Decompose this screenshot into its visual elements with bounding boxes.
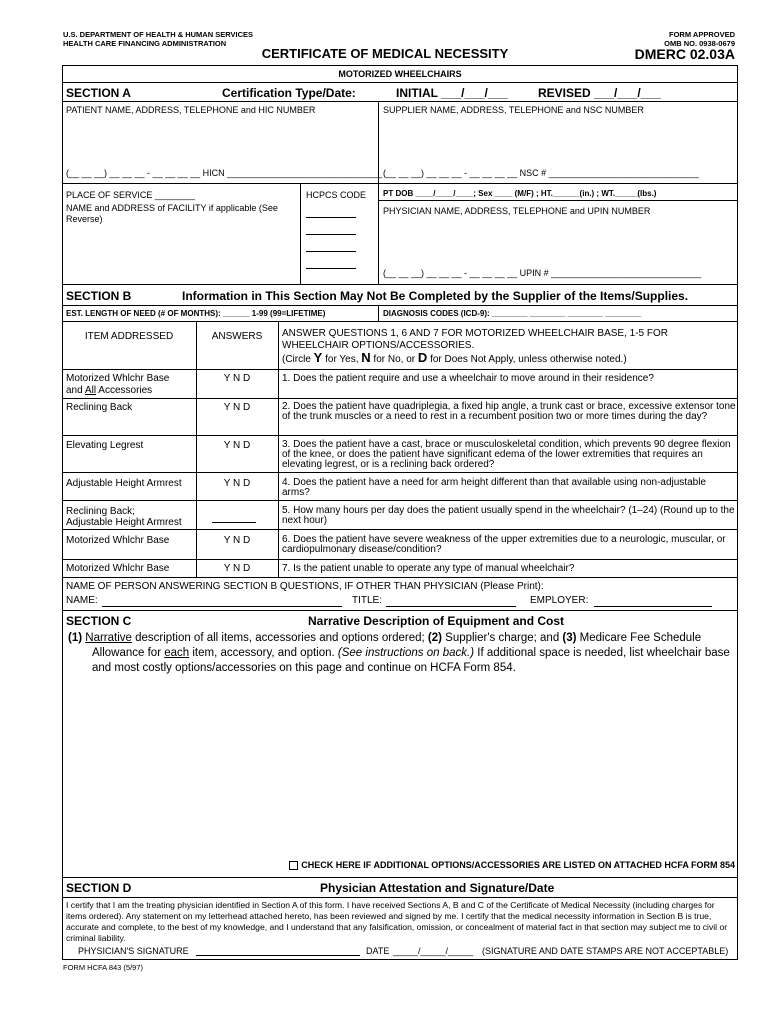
signature-field[interactable]	[196, 955, 360, 956]
row-5-hours-field[interactable]	[212, 522, 256, 523]
section-d-title: Physician Attestation and Signature/Date	[320, 881, 555, 895]
form-approved: FORM APPROVED	[669, 30, 735, 39]
form-code: DMERC 02.03A	[634, 46, 735, 62]
row-7-question: 7. Is the patient unable to operate any type of manual wheelchair?	[282, 563, 575, 574]
length-of-need[interactable]: EST. LENGTH OF NEED (# OF MONTHS): ______ 1-99 (99=LIFETIME)	[66, 309, 326, 318]
section-b-label: SECTION B	[66, 289, 132, 303]
employer-label: EMPLOYER:	[530, 595, 589, 606]
stamps-note: (SIGNATURE AND DATE STAMPS ARE NOT ACCEPTABLE)	[482, 946, 729, 956]
name-label: NAME:	[66, 595, 98, 606]
row-1-question: 1. Does the patient require and use a wheelchair to move around in their residence?	[282, 373, 654, 384]
instructions-line-2: WHEELCHAIR OPTIONS/ACCESSORIES.	[282, 340, 475, 351]
col-item-addressed: ITEM ADDRESSED	[84, 331, 174, 342]
name-field[interactable]	[102, 606, 342, 607]
supplier-label: SUPPLIER NAME, ADDRESS, TELEPHONE and NSC NUMBER	[383, 105, 644, 115]
patient-phone-hicn[interactable]: (__ __ __) __ __ __ - __ __ __ __ HICN _______________________________	[66, 168, 383, 178]
title-label: TITLE:	[352, 595, 383, 606]
row-1-item: Motorized Whlchr Base and All Accessories	[66, 373, 170, 396]
row-4-answer[interactable]: Y N D	[223, 478, 251, 489]
employer-field[interactable]	[594, 606, 712, 607]
section-a-label: SECTION A	[66, 86, 131, 100]
person-answering-label: NAME OF PERSON ANSWERING SECTION B QUESTIONS, IF OTHER THAN PHYSICIAN (Please Print):	[66, 581, 544, 592]
form-subtitle: MOTORIZED WHEELCHAIRS	[338, 69, 462, 79]
supplier-info-field[interactable]	[380, 120, 736, 164]
facility-label: NAME and ADDRESS of FACILITY if applicable (See Reverse)	[66, 203, 278, 224]
row-2-answer[interactable]: Y N D	[223, 402, 251, 413]
date-label: DATE	[366, 946, 390, 956]
hcpcs-code-2[interactable]	[306, 234, 356, 235]
patient-info-field[interactable]	[63, 120, 377, 164]
col-answers: ANSWERS	[211, 331, 263, 342]
patient-label: PATIENT NAME, ADDRESS, TELEPHONE and HIC NUMBER	[66, 105, 316, 115]
hcpcs-code-4[interactable]	[306, 268, 356, 269]
revised-date-field[interactable]: REVISED ___/___/___	[538, 86, 661, 100]
row-7-item: Motorized Whlchr Base	[66, 563, 170, 574]
form-number: FORM HCFA 843 (5/97)	[63, 963, 144, 972]
row-5-item: Reclining Back; Adjustable Height Armrest	[66, 506, 182, 528]
date-field[interactable]: _____/_____/_____	[393, 946, 474, 956]
attestation-text: I certify that I am the treating physician identified in Section A of this form. I have received Sections A, B and C of the Certificate of Medical Necessity (including charges for items ordered). Any statement on my letterhead attached hereto, has been reviewed and signed by me. I certify that the medical necessity information in Section B is true, accurate and complete, to the best of my knowledge, and I understand that any falsification, omission, or concealment of material fact in that section may subject me to civil or criminal liability.	[66, 900, 728, 943]
narrative-description-field[interactable]	[64, 680, 736, 856]
title-field[interactable]	[386, 606, 516, 607]
omb-number: OMB NO. 0938-0679	[664, 39, 735, 48]
form-title: CERTIFICATE OF MEDICAL NECESSITY	[261, 46, 509, 61]
signature-label: PHYSICIAN'S SIGNATURE	[78, 946, 189, 956]
instructions-line-1: ANSWER QUESTIONS 1, 6 AND 7 FOR MOTORIZED WHEELCHAIR BASE, 1-5 FOR	[282, 328, 668, 339]
checkbox-icon[interactable]	[289, 861, 298, 870]
hcpcs-code-1[interactable]	[306, 217, 356, 218]
cert-type-label: Certification Type/Date:	[222, 86, 356, 100]
hcpcs-label: HCPCS CODE	[306, 190, 367, 200]
agency-line-2: HEALTH CARE FINANCING ADMINISTRATION	[63, 39, 227, 48]
row-2-item: Reclining Back	[66, 402, 133, 413]
section-d-label: SECTION D	[66, 881, 132, 895]
row-3-item: Elevating Legrest	[66, 440, 144, 451]
row-3-answer[interactable]: Y N D	[223, 440, 251, 451]
row-3-question: 3. Does the patient have a cast, brace or musculoskeletal condition, which prevents 90 degree flexion of the knee, or does the patient have significant edema of the lower extremities that requires an elevating legrest, or is a reclining back ordered?	[282, 439, 731, 470]
pt-dob-line[interactable]: PT DOB ____/____/____; Sex ____ (M/F) ; HT.______(in.) ; WT._____(lbs.)	[383, 189, 657, 198]
hcfa-854-checkbox-row[interactable]: CHECK HERE IF ADDITIONAL OPTIONS/ACCESSORIES ARE LISTED ON ATTACHED HCFA FORM 854	[289, 860, 735, 870]
physician-phone-upin[interactable]: (__ __ __) __ __ __ - __ __ __ __ UPIN # ______________________________	[383, 268, 702, 278]
row-6-question: 6. Does the patient have severe weakness of the upper extremities due to a neurologic, muscular, or cardiopulmonary disease/condition?	[282, 534, 726, 555]
row-2-question: 2. Does the patient have quadriplegia, a fixed hip angle, a trunk cast or brace, excessive extensor tone of the trunk muscles or a need to rest in a recumbent position two or more times during the day?	[282, 401, 736, 422]
section-b-title: Information in This Section May Not Be Completed by the Supplier of the Items/Supplies.	[182, 289, 689, 303]
place-of-service[interactable]: PLACE OF SERVICE ________	[66, 190, 195, 200]
row-4-item: Adjustable Height Armrest	[66, 478, 182, 489]
hcpcs-code-3[interactable]	[306, 251, 356, 252]
section-c-label: SECTION C	[66, 614, 132, 628]
section-c-instructions: (1) Narrative description of all items, accessories and options ordered; (2) Supplier's charge; and (3) Medicare Fee Schedule Allowance for each item, accessory, and option. (See instructions on back.) If additional space is needed, list wheelchair base and most costly options/accessories on this page and continue on HCFA Form 854.	[68, 632, 730, 674]
row-1-answer[interactable]: Y N D	[223, 373, 251, 384]
initial-date-field[interactable]: INITIAL ___/___/___	[396, 86, 508, 100]
section-c-title: Narrative Description of Equipment and Cost	[308, 614, 565, 628]
row-5-question: 5. How many hours per day does the patient usually spend in the wheelchair? (1–24) (Round up to the next hour)	[282, 505, 735, 526]
row-6-item: Motorized Whlchr Base	[66, 535, 170, 546]
row-6-answer[interactable]: Y N D	[223, 535, 251, 546]
row-4-question: 4. Does the patient have a need for arm height different than that available using non-adjustable arms?	[282, 477, 706, 498]
supplier-phone-nsc[interactable]: (__ __ __) __ __ __ - __ __ __ __ NSC # ______________________________	[383, 168, 699, 178]
physician-label: PHYSICIAN NAME, ADDRESS, TELEPHONE and UPIN NUMBER	[383, 206, 651, 216]
instructions-line-3: (Circle Y for Yes, N for No, or D for Does Not Apply, unless otherwise noted.)	[282, 350, 627, 365]
physician-info-field[interactable]	[380, 220, 736, 264]
row-7-answer[interactable]: Y N D	[223, 563, 251, 574]
diagnosis-codes[interactable]: DIAGNOSIS CODES (ICD-9): ________ ________ ________ ________	[383, 309, 641, 318]
agency-line-1: U.S. DEPARTMENT OF HEALTH & HUMAN SERVICES	[63, 30, 254, 39]
